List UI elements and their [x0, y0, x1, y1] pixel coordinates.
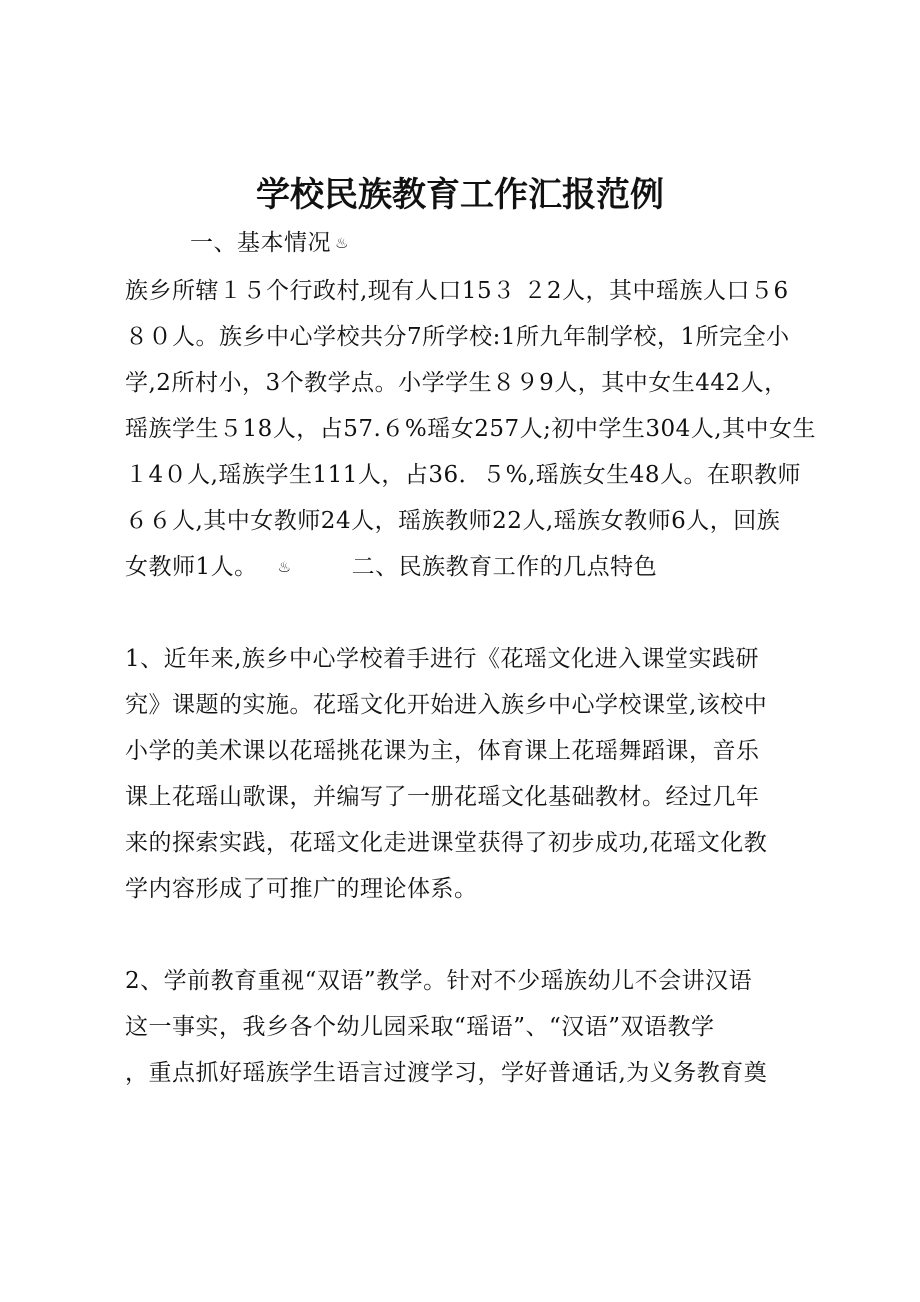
paragraph-line: ８０人。族乡中心学校共分7所学校:1所九年制学校，1所完全小: [125, 324, 790, 350]
paragraph-line: 族乡所辖１５个行政村,现有人口15３ ２2人，其中瑶族人口５6: [125, 278, 789, 304]
paragraph-line: 小学的美术课以花瑶挑花课为主，体育课上花瑶舞蹈课，音乐: [125, 738, 760, 764]
section-heading-basic: [190, 228, 349, 260]
paragraph-line: 瑶族学生５18人，占57.６%瑶女257人;初中学生304人,其中女生: [125, 416, 817, 442]
paragraph-line: 这一事实，我乡各个幼儿园采取“瑶语”、“汉语”双语教学: [125, 1014, 715, 1040]
paragraph-line-text: 女教师1人。: [125, 554, 258, 580]
paragraph-line: 学,2所村小，3个教学点。小学学生８９9人，其中女生442人，: [125, 370, 788, 396]
section-heading-features: 二、民族教育工作的几点特色: [351, 554, 658, 580]
paragraph-line-last: [125, 552, 657, 584]
bullet-mark-icon: ♨: [335, 234, 349, 252]
paragraph-line: 学内容形成了可推广的理论体系。: [125, 876, 478, 902]
section-heading-text: 一、基本情况: [190, 230, 331, 256]
paragraph-line: ６６人,其中女教师24人，瑶族教师22人,瑶族女教师6人，回族: [125, 508, 781, 534]
paragraph-line: １4０人,瑶族学生111人，占36．５%,瑶族女生48人。在职教师: [125, 462, 802, 488]
bullet-mark-icon: ♨: [277, 558, 292, 576]
paragraph-line: 1、近年来,族乡中心学校着手进行《花瑶文化进入课堂实践研: [125, 646, 759, 672]
paragraph-line: ，重点抓好瑶族学生语言过渡学习，学好普通话,为义务教育奠: [125, 1060, 768, 1086]
paragraph-line: 2、学前教育重视“双语”教学。针对不少瑶族幼儿不会讲汉语: [125, 968, 753, 994]
paragraph-line: 课上花瑶山歌课，并编写了一册花瑶文化基础教材。经过几年: [125, 784, 760, 810]
page-title: 学校民族教育工作汇报范例: [256, 175, 664, 215]
paragraph-line: 来的探索实践，花瑶文化走进课堂获得了初步成功,花瑶文化教: [125, 830, 768, 856]
paragraph-line: 究》课题的实施。花瑶文化开始进入族乡中心学校课堂,该校中: [125, 692, 768, 718]
